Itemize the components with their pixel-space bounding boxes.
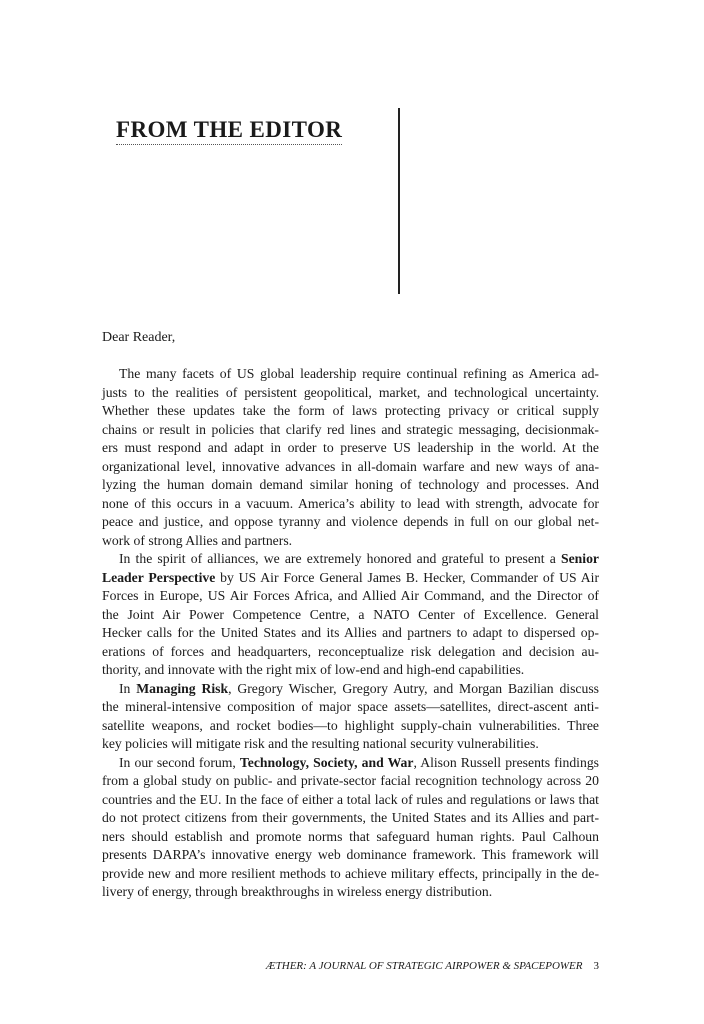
body-line [102, 421, 599, 440]
text-run: Forces in Europe, US Air Forces Africa, and Allied Air Command, and the Director of [102, 588, 599, 603]
body-line [102, 883, 599, 902]
text-run: none of this occurs in a vacuum. America’s ability to lead with strength, advocate for [102, 495, 599, 511]
text-run: Hecker calls for the United States and its Allies and partners to adapt to dispersed op- [102, 625, 599, 640]
body-line [102, 532, 599, 551]
body-line [102, 495, 599, 514]
body-line [102, 402, 599, 421]
body-line [102, 439, 599, 458]
body-line [102, 624, 599, 643]
text-run: ers must respond and adapt in order to preserve US leadership in the world. At the [102, 440, 599, 455]
page-title: FROM THE EDITOR [116, 117, 342, 145]
text-run: , Alison Russell presents findings [413, 754, 600, 770]
body-line [102, 587, 599, 606]
body-line [102, 550, 599, 569]
text-run: presents DARPA’s innovative energy web dominance framework. This framework will [102, 847, 599, 862]
text-run: lyzing the human domain demand similar honing of technology and processes. And [102, 477, 599, 492]
text-run: work of strong Allies and partners. [102, 532, 293, 548]
body-line [102, 717, 599, 736]
text-run: justs to the realities of persistent geopolitical, market, and technological uncertainty. [102, 384, 599, 400]
body-line [102, 772, 599, 791]
text-run: erations of forces and headquarters, reconceptualize risk delegation and decision au- [102, 643, 599, 659]
text-run: from a global study on public- and private-sector facial recognition technology across 20 [102, 773, 599, 788]
text-run: provide new and more resilient methods to achieve military effects, principally in the de- [102, 865, 599, 881]
text-run: the Joint Air Power Competence Centre, a NATO Center of Excellence. General [102, 606, 599, 622]
text-run: peace and justice, and oppose tyranny and violence depends in full on our global net- [102, 514, 599, 529]
text-run: satellite weapons, and rocket bodies—to highlight supply-chain vulnerabilities. Three [102, 717, 599, 733]
bold-title-ref: Managing Risk [136, 680, 229, 696]
text-run: chains or result in policies that clarify red lines and strategic messaging, decisionmak- [102, 421, 599, 437]
text-run: thority, and innovate with the right mix of low-end and high-end capabilities. [102, 662, 525, 677]
editor-letter-body [102, 365, 599, 902]
body-line [102, 365, 599, 384]
text-run: ners should establish and promote norms that safeguard human rights. Paul Calhoun [102, 828, 599, 844]
body-line [102, 606, 599, 625]
text-run: livery of energy, through breakthroughs in wireless energy distribution. [102, 884, 493, 899]
body-line [102, 513, 599, 532]
text-run: by US Air Force General James B. Hecker, Commander of US Air [215, 569, 599, 585]
text-run: In our second forum, [119, 754, 240, 770]
bold-title-ref: Technology, Society, and War [239, 754, 414, 770]
body-line [102, 846, 599, 865]
text-run: In the spirit of alliances, we are extremely honored and grateful to present a [119, 551, 561, 566]
body-line [102, 791, 599, 810]
body-line [102, 458, 599, 477]
body-line [102, 828, 599, 847]
body-line [102, 569, 599, 588]
text-run: countries and the EU. In the face of either a total lack of rules and regulations or laws that [102, 791, 599, 807]
text-run: organizational level, innovative advances in all-domain warfare and new ways of ana- [102, 458, 599, 474]
running-footer [255, 960, 599, 972]
body-line [102, 809, 599, 828]
body-line [102, 661, 599, 680]
body-line [102, 643, 599, 662]
text-run: key policies will mitigate risk and the resulting national security vulnerabilities. [102, 736, 539, 751]
body-line [102, 476, 599, 495]
text-run: In [119, 680, 137, 696]
body-line [102, 680, 599, 699]
text-run: The many facets of US global leadership require continual refining as America ad- [119, 366, 599, 381]
page-number: 3 [593, 960, 599, 972]
body-line [102, 698, 599, 717]
body-line [102, 384, 599, 403]
journal-title: ÆTHER: A JOURNAL OF STRATEGIC AIRPOWER & SPACEPOWER [265, 960, 583, 972]
bold-title-ref: Leader Perspective [102, 569, 216, 585]
body-line [102, 754, 599, 773]
bold-title-ref: Senior [560, 551, 599, 566]
text-run: the mineral-intensive composition of major space assets—satellites, direct-ascent anti- [102, 699, 599, 714]
body-line [102, 865, 599, 884]
body-line [102, 735, 599, 754]
vertical-divider [398, 108, 400, 294]
salutation: Dear Reader, [102, 330, 176, 345]
text-run: Whether these updates take the form of laws protecting privacy or critical supply [102, 403, 599, 418]
text-run: , Gregory Wischer, Gregory Autry, and Morgan Bazilian discuss [228, 680, 599, 696]
text-run: do not protect citizens from their governments, the United States and its Allies and part- [102, 810, 599, 825]
